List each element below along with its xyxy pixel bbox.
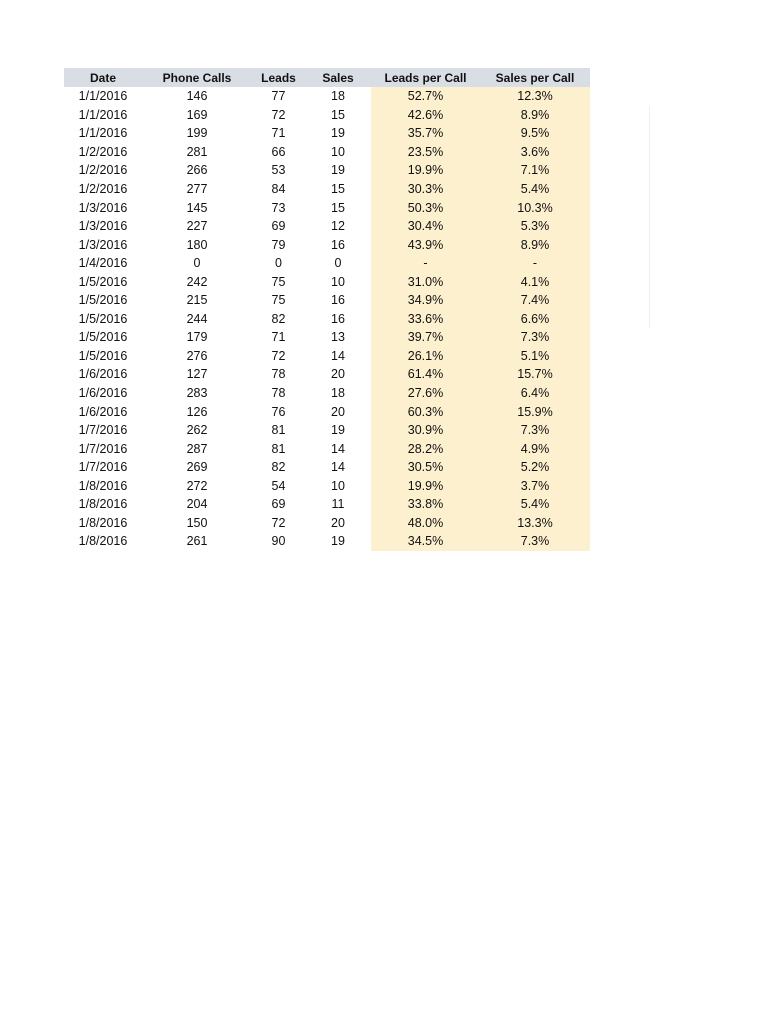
cell-phone-calls[interactable]: 277 xyxy=(186,182,208,196)
cell-sales[interactable]: 15 xyxy=(331,107,345,122)
table-row xyxy=(64,310,590,329)
table-row xyxy=(64,476,590,495)
cell-leads-per-call[interactable]: 26.1% xyxy=(371,347,480,366)
table-row xyxy=(64,217,590,236)
table-row xyxy=(64,161,590,180)
cell-phone-calls[interactable]: 145 xyxy=(186,200,208,215)
table-row xyxy=(64,272,590,291)
cell-phone-calls[interactable]: 199 xyxy=(186,126,208,141)
table-row xyxy=(64,328,590,347)
cell-date[interactable]: 1/6/2016 xyxy=(78,386,128,401)
cell-leads-per-call[interactable]: 31.0% xyxy=(371,272,480,291)
cell-date[interactable]: 1/4/2016 xyxy=(78,256,128,271)
cell-phone-calls[interactable]: 179 xyxy=(186,330,208,345)
cell-leads[interactable]: 69 xyxy=(271,497,286,512)
table-row xyxy=(64,180,590,199)
cell-leads[interactable]: 75 xyxy=(271,293,286,308)
cell-sales[interactable]: 10 xyxy=(331,274,345,289)
cell-sales[interactable]: 11 xyxy=(331,497,345,512)
cell-leads-per-call[interactable]: 33.8% xyxy=(371,495,480,514)
cell-sales-per-call[interactable]: 13.3% xyxy=(480,514,590,533)
table-row xyxy=(64,532,590,551)
cell-phone-calls[interactable]: 150 xyxy=(186,515,208,530)
table-row xyxy=(64,143,590,162)
cell-leads[interactable]: 75 xyxy=(271,274,286,289)
cell-date[interactable]: 1/3/2016 xyxy=(78,200,128,215)
table-row xyxy=(64,87,590,106)
cell-sales-per-call[interactable]: 3.6% xyxy=(480,143,590,162)
cell-leads-per-call[interactable]: 35.7% xyxy=(371,124,480,143)
cell-leads[interactable]: 54 xyxy=(271,478,286,493)
table-row xyxy=(64,235,590,254)
cell-leads-per-call[interactable]: 19.9% xyxy=(371,476,480,495)
cell-phone-calls[interactable]: 269 xyxy=(186,460,208,475)
call-metrics-table xyxy=(64,68,590,551)
cell-date[interactable]: 1/1/2016 xyxy=(78,89,128,104)
table-row xyxy=(64,402,590,421)
cell-sales-per-call[interactable]: 4.1% xyxy=(480,272,590,291)
cell-phone-calls[interactable]: 266 xyxy=(186,163,208,178)
cell-sales-per-call[interactable]: 8.9% xyxy=(480,235,590,254)
cell-sales-per-call[interactable]: 5.3% xyxy=(480,217,590,236)
sheet-gridline-artifact xyxy=(649,106,650,328)
table-row xyxy=(64,384,590,403)
cell-phone-calls[interactable]: 261 xyxy=(186,534,208,549)
cell-sales[interactable]: 20 xyxy=(331,515,345,530)
cell-date[interactable]: 1/8/2016 xyxy=(78,534,128,549)
table-row xyxy=(64,439,590,458)
cell-phone-calls[interactable]: 215 xyxy=(186,293,208,308)
header-sales-per-call[interactable]: Sales per Call xyxy=(480,68,590,87)
cell-sales-per-call[interactable]: - xyxy=(480,254,590,273)
cell-phone-calls[interactable]: 262 xyxy=(186,423,208,438)
cell-sales[interactable]: 13 xyxy=(331,330,345,345)
cell-date[interactable]: 1/7/2016 xyxy=(78,460,128,475)
cell-leads[interactable]: 71 xyxy=(271,330,286,345)
cell-sales-per-call[interactable]: 7.3% xyxy=(480,421,590,440)
cell-leads[interactable]: 71 xyxy=(271,126,286,141)
cell-phone-calls[interactable]: 244 xyxy=(186,311,208,326)
cell-date[interactable]: 1/8/2016 xyxy=(78,497,128,512)
cell-date[interactable]: 1/6/2016 xyxy=(78,367,128,382)
cell-sales[interactable]: 16 xyxy=(331,237,345,252)
cell-date[interactable]: 1/7/2016 xyxy=(78,441,128,456)
cell-sales[interactable]: 15 xyxy=(331,182,345,196)
cell-sales-per-call[interactable]: 6.4% xyxy=(480,384,590,403)
cell-phone-calls[interactable]: 127 xyxy=(186,367,208,382)
header-row xyxy=(64,68,590,87)
cell-sales-per-call[interactable]: 9.5% xyxy=(480,124,590,143)
cell-phone-calls[interactable]: 126 xyxy=(186,404,208,419)
cell-leads[interactable]: 77 xyxy=(271,89,286,104)
cell-leads-per-call[interactable]: 30.3% xyxy=(371,180,480,199)
cell-leads-per-call[interactable]: 42.6% xyxy=(371,106,480,125)
cell-sales[interactable]: 19 xyxy=(331,126,345,141)
table-row xyxy=(64,458,590,477)
cell-sales[interactable]: 16 xyxy=(331,311,345,326)
cell-sales-per-call[interactable]: 15.9% xyxy=(480,402,590,421)
cell-leads-per-call[interactable]: - xyxy=(371,254,480,273)
cell-leads-per-call[interactable]: 33.6% xyxy=(371,310,480,329)
cell-date[interactable]: 1/2/2016 xyxy=(78,144,128,159)
cell-date[interactable]: 1/3/2016 xyxy=(78,219,128,234)
table-row xyxy=(64,347,590,366)
table-row xyxy=(64,291,590,310)
cell-phone-calls[interactable]: 242 xyxy=(186,274,208,289)
cell-phone-calls[interactable]: 276 xyxy=(186,348,208,363)
cell-leads[interactable]: 72 xyxy=(271,515,286,530)
cell-leads-per-call[interactable]: 61.4% xyxy=(371,365,480,384)
header-sales[interactable]: Sales xyxy=(305,68,371,87)
table-row xyxy=(64,495,590,514)
cell-sales-per-call[interactable]: 15.7% xyxy=(480,365,590,384)
cell-date[interactable]: 1/6/2016 xyxy=(78,404,128,419)
cell-phone-calls[interactable]: 283 xyxy=(186,386,208,401)
cell-sales-per-call[interactable]: 5.4% xyxy=(480,180,590,199)
cell-phone-calls[interactable]: 281 xyxy=(186,144,208,159)
cell-date[interactable]: 1/5/2016 xyxy=(78,274,128,289)
cell-phone-calls[interactable]: 204 xyxy=(186,497,208,512)
cell-sales-per-call[interactable]: 12.3% xyxy=(480,87,590,106)
cell-leads-per-call[interactable]: 27.6% xyxy=(371,384,480,403)
cell-leads-per-call[interactable]: 48.0% xyxy=(371,514,480,533)
cell-sales[interactable]: 20 xyxy=(331,367,345,382)
cell-leads[interactable]: 73 xyxy=(271,200,286,215)
cell-sales-per-call[interactable]: 5.4% xyxy=(480,495,590,514)
cell-leads[interactable]: 79 xyxy=(271,237,286,252)
header-leads-per-call[interactable]: Leads per Call xyxy=(371,68,480,87)
cell-leads[interactable]: 90 xyxy=(271,534,286,549)
cell-sales-per-call[interactable]: 7.1% xyxy=(480,161,590,180)
cell-date[interactable]: 1/5/2016 xyxy=(78,330,128,345)
table-row xyxy=(64,198,590,217)
cell-date[interactable]: 1/3/2016 xyxy=(78,237,128,252)
cell-sales-per-call[interactable]: 5.1% xyxy=(480,347,590,366)
cell-sales-per-call[interactable]: 6.6% xyxy=(480,310,590,329)
cell-sales[interactable]: 16 xyxy=(331,293,345,308)
cell-sales[interactable]: 19 xyxy=(331,423,345,438)
cell-leads-per-call[interactable]: 50.3% xyxy=(371,198,480,217)
cell-date[interactable]: 1/8/2016 xyxy=(78,478,128,493)
cell-date[interactable]: 1/5/2016 xyxy=(78,311,128,326)
cell-date[interactable]: 1/1/2016 xyxy=(78,107,128,122)
cell-phone-calls[interactable]: 180 xyxy=(186,237,208,252)
cell-sales[interactable]: 15 xyxy=(331,200,345,215)
cell-phone-calls[interactable]: 0 xyxy=(193,256,201,271)
cell-date[interactable]: 1/1/2016 xyxy=(78,126,128,141)
cell-date[interactable]: 1/5/2016 xyxy=(78,293,128,308)
cell-leads[interactable]: 66 xyxy=(271,144,286,159)
cell-date[interactable]: 1/2/2016 xyxy=(78,182,128,196)
cell-sales[interactable]: 12 xyxy=(331,219,345,234)
table-row xyxy=(64,106,590,125)
cell-phone-calls[interactable]: 272 xyxy=(186,478,208,493)
table-body xyxy=(64,87,590,551)
cell-leads[interactable]: 78 xyxy=(271,386,286,401)
table-row xyxy=(64,514,590,533)
cell-leads[interactable]: 81 xyxy=(271,423,286,438)
cell-leads[interactable]: 69 xyxy=(271,219,286,234)
cell-leads-per-call[interactable]: 30.9% xyxy=(371,421,480,440)
cell-sales[interactable]: 18 xyxy=(331,386,345,401)
cell-leads[interactable]: 76 xyxy=(271,404,286,419)
cell-leads[interactable]: 72 xyxy=(271,348,286,363)
cell-date[interactable]: 1/7/2016 xyxy=(78,423,128,438)
cell-leads[interactable]: 84 xyxy=(271,182,286,196)
cell-sales[interactable]: 18 xyxy=(331,89,345,104)
cell-sales[interactable]: 14 xyxy=(331,348,345,363)
cell-leads-per-call[interactable]: 52.7% xyxy=(371,87,480,106)
cell-sales-per-call[interactable]: 5.2% xyxy=(480,458,590,477)
cell-leads[interactable]: 78 xyxy=(271,367,286,382)
cell-sales-per-call[interactable]: 10.3% xyxy=(480,198,590,217)
cell-leads[interactable]: 53 xyxy=(271,163,286,178)
cell-leads-per-call[interactable]: 43.9% xyxy=(371,235,480,254)
cell-leads-per-call[interactable]: 19.9% xyxy=(371,161,480,180)
cell-date[interactable]: 1/5/2016 xyxy=(78,348,128,363)
cell-sales-per-call[interactable]: 8.9% xyxy=(480,106,590,125)
cell-leads[interactable]: 81 xyxy=(271,441,286,456)
cell-date[interactable]: 1/2/2016 xyxy=(78,163,128,178)
cell-sales-per-call[interactable]: 7.3% xyxy=(480,328,590,347)
cell-leads-per-call[interactable]: 28.2% xyxy=(371,439,480,458)
cell-leads-per-call[interactable]: 30.4% xyxy=(371,217,480,236)
table-row xyxy=(64,124,590,143)
cell-sales[interactable]: 10 xyxy=(331,144,345,159)
cell-sales[interactable]: 14 xyxy=(331,441,345,456)
cell-phone-calls[interactable]: 227 xyxy=(186,219,208,234)
cell-leads[interactable]: 72 xyxy=(271,107,286,122)
cell-leads-per-call[interactable]: 60.3% xyxy=(371,402,480,421)
cell-leads[interactable]: 82 xyxy=(271,311,286,326)
header-leads[interactable]: Leads xyxy=(252,68,305,87)
cell-leads[interactable]: 82 xyxy=(271,460,286,475)
cell-sales[interactable]: 19 xyxy=(331,534,345,549)
table-row xyxy=(64,421,590,440)
cell-sales-per-call[interactable]: 4.9% xyxy=(480,439,590,458)
cell-leads-per-call[interactable]: 34.5% xyxy=(371,532,480,551)
cell-phone-calls[interactable]: 287 xyxy=(186,441,208,456)
cell-sales[interactable]: 20 xyxy=(331,404,345,419)
cell-phone-calls[interactable]: 146 xyxy=(186,89,208,104)
cell-date[interactable]: 1/8/2016 xyxy=(78,515,128,530)
cell-sales[interactable]: 19 xyxy=(331,163,345,178)
table-header xyxy=(64,68,590,87)
cell-leads-per-call[interactable]: 23.5% xyxy=(371,143,480,162)
cell-phone-calls[interactable]: 169 xyxy=(186,107,208,122)
table-row xyxy=(64,254,590,273)
header-phone-calls[interactable]: Phone Calls xyxy=(142,68,252,87)
cell-leads-per-call[interactable]: 39.7% xyxy=(371,328,480,347)
cell-sales[interactable]: 14 xyxy=(331,460,345,475)
cell-sales-per-call[interactable]: 7.3% xyxy=(480,532,590,551)
header-date[interactable]: Date xyxy=(64,68,142,87)
cell-leads-per-call[interactable]: 34.9% xyxy=(371,291,480,310)
cell-leads[interactable]: 0 xyxy=(275,256,282,271)
cell-leads-per-call[interactable]: 30.5% xyxy=(371,458,480,477)
cell-sales[interactable]: 10 xyxy=(331,478,345,493)
cell-sales[interactable]: 0 xyxy=(334,256,342,271)
table-row xyxy=(64,365,590,384)
cell-sales-per-call[interactable]: 3.7% xyxy=(480,476,590,495)
cell-sales-per-call[interactable]: 7.4% xyxy=(480,291,590,310)
